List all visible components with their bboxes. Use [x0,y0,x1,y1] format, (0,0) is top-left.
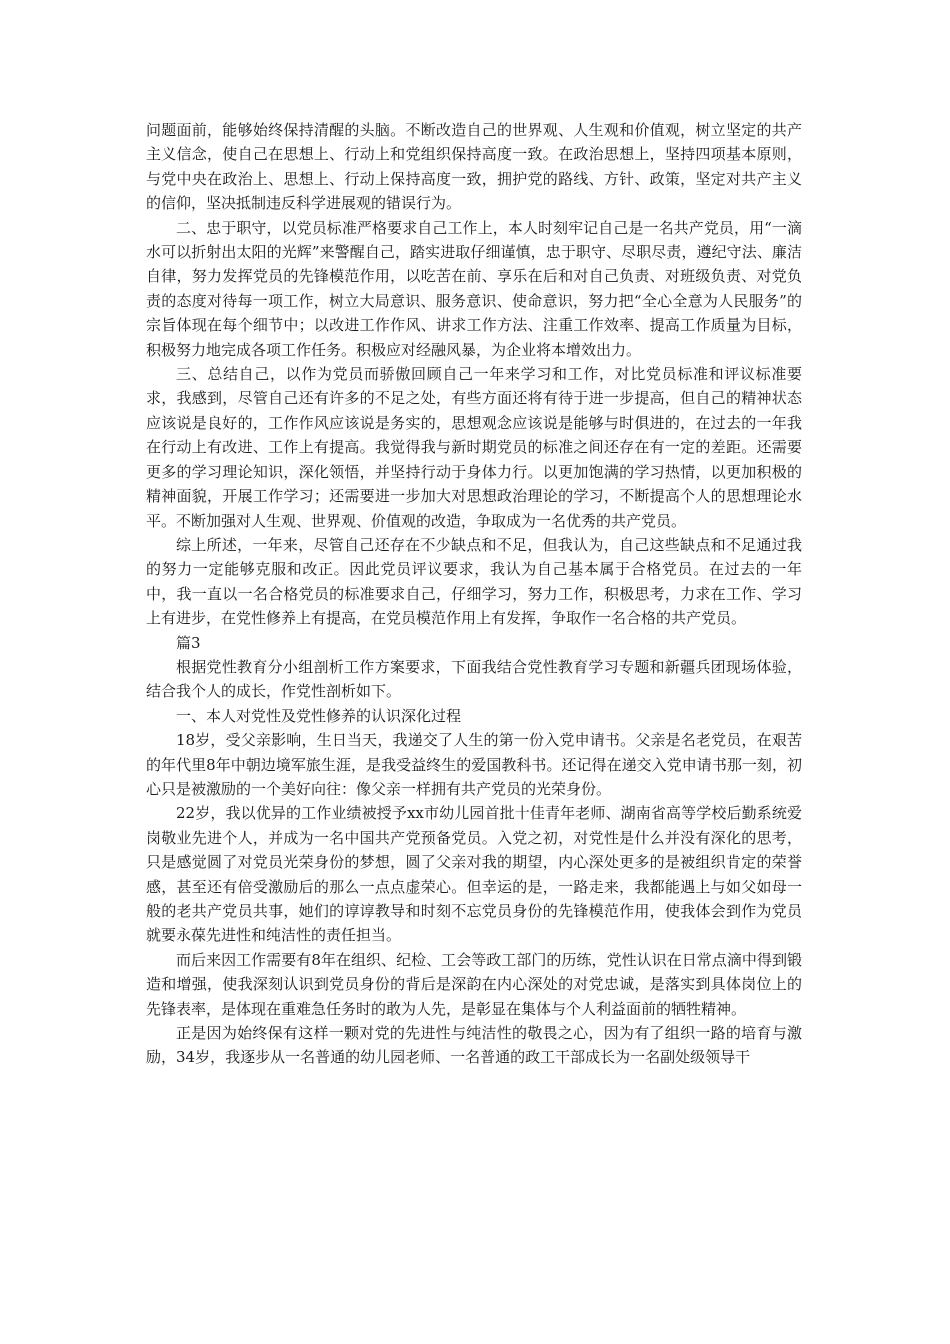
paragraph: 三、总结自己，以作为党员而骄傲回顾自己一年来学习和工作，对比党员标准和评议标准要求，我感到，尽管自己还有许多的不足之处，有些方面还将有待于进一步提高，但自己的精神状态应该说是良好的，工作作风应该说是务实的，思想观念应该说是能够与时俱进的，在过去的一年我在行动上有改进、工作上有提高。我觉得我与新时期党员的标准之间还存在有一定的差距。还需要更多的学习理论知识，深化领悟，并坚持行动于身体力行。以更加饱满的学习热情，以更加积极的精神面貌，开展工作学习；还需要进一步加大对思想政治理论的学习，不断提高个人的思想理论水平。不断加强对人生观、世界观、价值观的改造，争取成为一名优秀的共产党员。 [146,365,802,530]
paragraph: 根据党性教育分小组剖析工作方案要求，下面我结合党性教育学习专题和新疆兵团现场体验，结合我个人的成长，作党性剖析如下。 [146,657,802,701]
section-heading: 篇3 [176,633,201,652]
paragraph: 二、忠于职守，以党员标准严格要求自己工作上，本人时刻牢记自己是一名共产党员，用“一滴水可以折射出太阳的光辉”来警醒自己，踏实进取仔细谨慎，忠于职守、尽职尽责，遵纪守法、廉洁自律，努力发挥党员的先锋模范作用，以吃苦在前、享乐在后和对自己负责、对班级负责、对党负责的态度对待每一项工作，树立大局意识、服务意识、使命意识，努力把“全心全意为人民服务”的宗旨体现在每个细节中；以改进工作作风、讲求工作方法、注重工作效率、提高工作质量为目标，积极努力地完成各项工作任务。积极应对经融风暴，为企业将本增效出力。 [146,218,802,359]
paragraph: 22岁，我以优异的工作业绩被授予xx市幼儿园首批十佳青年老师、湖南省高等学校后勤系统爱岗敬业先进个人，并成为一名中国共产党预备党员。入党之初，对党性是什么并没有深化的思考，只是感觉圆了对党员光荣身份的梦想，圆了父亲对我的期望，内心深处更多的是被组织肯定的荣誉感，甚至还有倍受激励后的那么一点点虚荣心。但幸运的是，一路走来，我都能遇上与如父如母一般的老共产党员共事，她们的谆谆教导和时刻不忘党员身份的先锋模范作用，使我体会到作为党员就要永葆先进性和纯洁性的责任担当。 [146,804,802,945]
subsection-heading: 一、本人对党性及党性修养的认识深化过程 [176,706,462,725]
paragraph: 18岁，受父亲影响，生日当天，我递交了人生的第一份入党申请书。父亲是名老党员，在艰苦的年代里8年中朝边境军旅生涯，是我受益终生的爱国教科书。还记得在递交入党申请书那一刻，初心只是被激励的一个美好向往：像父亲一样拥有共产党员的光荣身份。 [146,731,802,798]
paragraph: 而后来因工作需要有8年在组织、纪检、工会等政工部门的历练，党性认识在日常点滴中得到锻造和增强，使我深刻认识到党员身份的背后是深韵在内心深处的对党忠诚，是落实到具体岗位上的先锋表率，是体现在重难急任务时的敢为人先，是彰显在集体与个人利益面前的牺牲精神。 [146,950,802,1018]
paragraph: 问题面前，能够始终保持清醒的头脑。不断改造自己的世界观、人生观和价值观，树立坚定的共产主义信念，使自己在思想上、行动上和党组织保持高度一致。在政治思想上，坚持四项基本原则，与党中央在政治上、思想上、行动上保持高度一致，拥护党的路线、方针、政策，坚定对共产主义的信仰，坚决抵制违反科学进展观的错误行为。 [146,121,802,213]
document-page [146,118,802,1070]
paragraph: 综上所述，一年来，尽管自己还存在不少缺点和不足，但我认为，自己这些缺点和不足通过我的努力一定能够克服和改正。因此党员评议要求，我认为自己基本属于合格党员。在过去的一年中，我一直以一名合格党员的标准要求自己，仔细学习，努力工作，积极思考，力求在工作、学习上有进步，在党性修养上有提高，在党员模范作用上有发挥，争取作一名合格的共产党员。 [146,535,802,628]
paragraph: 正是因为始终保有这样一颗对党的先进性与纯洁性的敬畏之心，因为有了组织一路的培育与激励，34岁，我逐步从一名普通的幼儿园老师、一名普通的政工干部成长为一名副处级领导干 [146,1024,802,1067]
